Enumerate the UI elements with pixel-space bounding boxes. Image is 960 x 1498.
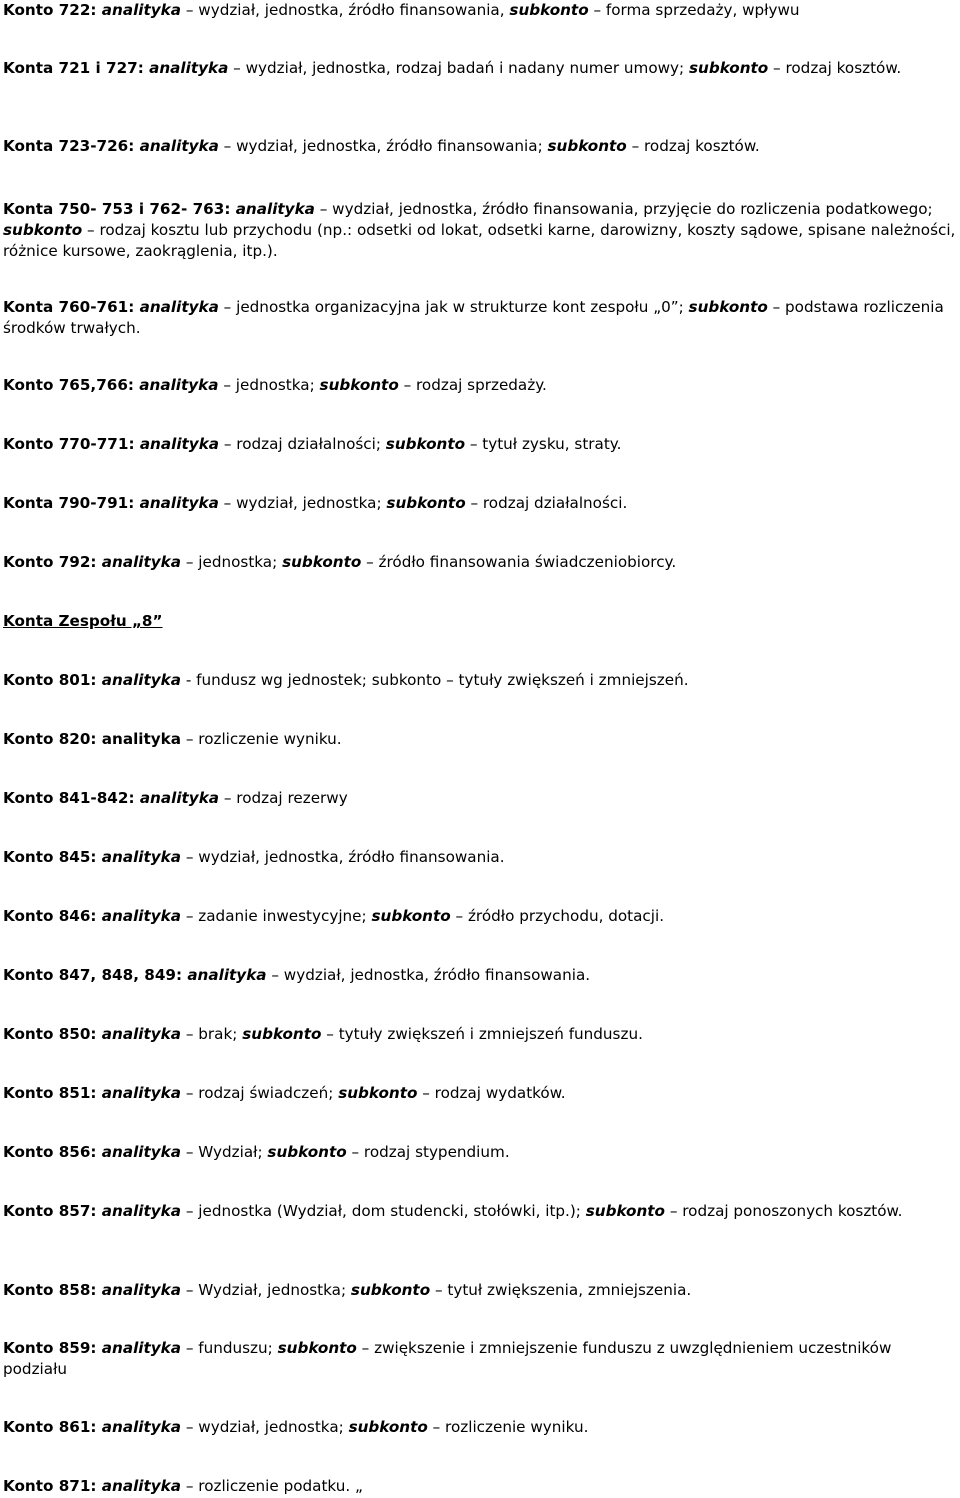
entry-label <box>102 553 181 571</box>
entry-text: – wydział, jednostka, źródło finansowania. <box>266 966 591 984</box>
account-entry <box>3 1476 957 1497</box>
entry-label <box>102 1202 181 1220</box>
entry-italic-term: subkonto <box>547 137 627 155</box>
entry-italic-term: analityka <box>101 1143 182 1161</box>
entry-italic-term: analityka <box>187 966 267 984</box>
entry-italic-term: subkonto <box>267 1143 347 1161</box>
entry-label <box>371 907 450 925</box>
entry-text: – wydział, jednostka; <box>181 1418 349 1436</box>
entry-italic-term: analityka <box>101 1084 182 1102</box>
entry-label: Konta 760-761: <box>3 298 140 316</box>
entry-text: – rodzaj działalności. <box>465 494 628 512</box>
account-entry <box>3 965 957 986</box>
entry-italic-term: analityka <box>101 671 182 689</box>
entry-italic-term: analityka <box>101 1477 182 1495</box>
entry-label <box>386 494 465 512</box>
entry-text: – jednostka; <box>218 376 320 394</box>
entry-label <box>242 1025 321 1043</box>
entry-italic-term: subkonto <box>386 494 466 512</box>
entry-label: Konto 841-842: <box>3 789 140 807</box>
entry-italic-term: subkonto <box>338 1084 418 1102</box>
entry-italic-term: subkonto <box>688 298 768 316</box>
entry-text: – rodzaj świadczeń; <box>181 1084 339 1102</box>
entry-label <box>349 1418 428 1436</box>
entry-text: – tytuł zysku, straty. <box>465 435 622 453</box>
entry-label: Konto 857: <box>3 1202 102 1220</box>
entry-label <box>102 907 181 925</box>
entry-text: – forma sprzedaży, wpływu <box>588 1 800 19</box>
entry-label: Konto 851: <box>3 1084 102 1102</box>
account-entry <box>3 552 957 573</box>
entry-italic-term: subkonto <box>350 1281 431 1299</box>
entry-text: – podstawa rozliczenia środków trwałych. <box>3 298 944 337</box>
entry-text: – tytuły zwiększeń i zmniejszeń funduszu. <box>321 1025 643 1043</box>
entry-text: – rodzaj wydatków. <box>417 1084 566 1102</box>
entry-label <box>689 59 768 77</box>
entry-label: Konto 845: <box>3 848 102 866</box>
entry-text: – zadanie inwestycyjne; <box>181 907 372 925</box>
entry-label <box>149 59 228 77</box>
entry-text: – jednostka organizacyjna jak w strukturze kont zespołu „0”; <box>218 298 689 316</box>
entry-label: Konto 850: <box>3 1025 102 1043</box>
entry-label <box>140 137 219 155</box>
entry-text: – brak; <box>181 1025 243 1043</box>
entry-label <box>140 298 219 316</box>
entry-label <box>548 137 627 155</box>
entry-label: Konto 871: <box>3 1477 102 1495</box>
entry-label <box>102 1025 181 1043</box>
entry-label <box>689 298 768 316</box>
entry-label <box>509 1 588 19</box>
entry-italic-term: analityka <box>139 435 220 453</box>
entry-label <box>267 1143 346 1161</box>
entry-italic-term: analityka <box>139 137 219 155</box>
entry-label <box>586 1202 665 1220</box>
entry-italic-term: analityka <box>101 1202 182 1220</box>
entry-label <box>278 1339 357 1357</box>
account-entry <box>3 493 957 514</box>
entry-text: – rozliczenie wyniku. <box>181 730 342 748</box>
entry-italic-term: analityka <box>101 1418 182 1436</box>
entry-label <box>320 376 399 394</box>
entry-italic-term: subkonto <box>319 376 399 394</box>
account-entry <box>3 1338 957 1380</box>
entry-text: – wydział, jednostka, źródło finansowania, przyjęcie do rozliczenia podatkowego; <box>314 200 933 218</box>
entry-label: Konto 820: analityka <box>3 730 182 748</box>
entry-label <box>102 1477 181 1495</box>
entry-text: – funduszu; <box>181 1339 278 1357</box>
entry-italic-term: analityka <box>149 59 229 77</box>
entry-italic-term: analityka <box>101 1025 182 1043</box>
entry-label <box>282 553 361 571</box>
entry-italic-term: subkonto <box>282 553 362 571</box>
entry-italic-term: analityka <box>235 200 315 218</box>
entry-italic-term: subkonto <box>371 907 451 925</box>
entry-text: – źródło przychodu, dotacji. <box>450 907 665 925</box>
entry-italic-term: subkonto <box>385 435 466 453</box>
account-entry <box>3 58 957 79</box>
entry-label: Konto 801: <box>3 671 102 689</box>
entry-italic-term: analityka <box>139 376 219 394</box>
entry-label <box>102 848 181 866</box>
entry-italic-term: subkonto <box>689 59 769 77</box>
entry-label: Konto 859: <box>3 1339 102 1357</box>
account-entry <box>3 1417 957 1438</box>
section-heading <box>3 611 957 632</box>
account-entry <box>3 1142 957 1163</box>
account-entry <box>3 297 957 339</box>
entry-text: – Wydział, jednostka; <box>181 1281 351 1299</box>
entry-label <box>140 789 219 807</box>
entry-italic-term: subkonto <box>277 1339 357 1357</box>
entry-label <box>102 671 181 689</box>
entry-text: – wydział, jednostka, źródło finansowania, <box>181 1 510 19</box>
account-entry <box>3 1201 957 1222</box>
entry-text: – rozliczenie wyniku. <box>427 1418 589 1436</box>
entry-label <box>351 1281 430 1299</box>
account-entry <box>3 1083 957 1104</box>
account-entry <box>3 1280 957 1301</box>
entry-label <box>139 376 218 394</box>
entry-text: – rodzaj ponoszonych kosztów. <box>665 1202 903 1220</box>
entry-label: Konto 858: <box>3 1281 102 1299</box>
entry-label: Konto 765,766: <box>3 376 140 394</box>
entry-italic-term: analityka <box>101 907 182 925</box>
entry-text: – rodzaj stypendium. <box>346 1143 510 1161</box>
account-entry <box>3 729 957 750</box>
entry-label: Konto 722: <box>3 1 102 19</box>
entry-label <box>102 1143 181 1161</box>
heading-text: Konta Zespołu „8” <box>3 612 163 630</box>
entry-text: – rodzaj rezerwy <box>219 789 348 807</box>
account-entry <box>3 1024 957 1045</box>
entry-italic-term: analityka <box>101 553 182 571</box>
entry-text: – wydział, jednostka, rodzaj badań i nadany numer umowy; <box>228 59 689 77</box>
entry-italic-term: subkonto <box>585 1202 665 1220</box>
entry-text: – jednostka; <box>181 553 283 571</box>
entry-text: – rodzaj kosztów. <box>768 59 902 77</box>
entry-label <box>187 966 266 984</box>
entry-italic-term: analityka <box>139 298 219 316</box>
entry-label <box>3 221 82 239</box>
entry-label: Konta 723-726: <box>3 137 140 155</box>
entry-label <box>236 200 315 218</box>
entry-label <box>102 1418 181 1436</box>
entry-label: Konta 790-791: <box>3 494 140 512</box>
entry-text: – wydział, jednostka, źródło finansowania; <box>218 137 548 155</box>
entry-label <box>102 1281 181 1299</box>
entry-italic-term: subkonto <box>242 1025 322 1043</box>
account-entry <box>3 136 957 157</box>
entry-label: Konto 770-771: <box>3 435 140 453</box>
entry-italic-term: analityka <box>139 494 219 512</box>
entry-label: Konta 750- 753 i 762- 763: <box>3 200 236 218</box>
entry-label: Konto 792: <box>3 553 102 571</box>
entry-text: – źródło finansowania świadczeniobiorcy. <box>361 553 677 571</box>
entry-label: Konto 847, 848, 849: <box>3 966 188 984</box>
entry-label: Konto 846: <box>3 907 102 925</box>
entry-text: – rodzaj kosztu lub przychodu (np.: odsetki od lokat, odsetki karne, darowizny, koszty sądowe, spisane należności, różnice kursowe, zaokrąglenia, itp.). <box>3 221 956 260</box>
account-entry <box>3 375 957 396</box>
entry-label <box>102 1339 181 1357</box>
entry-text: – rodzaj działalności; <box>219 435 386 453</box>
entry-label <box>102 1084 181 1102</box>
entry-italic-term: analityka <box>101 1 182 19</box>
entry-italic-term: analityka <box>101 1281 182 1299</box>
account-entry <box>3 0 957 21</box>
entry-text: - fundusz wg jednostek; subkonto – tytuły zwiększeń i zmniejszeń. <box>181 671 689 689</box>
account-entry <box>3 847 957 868</box>
entry-text: – rozliczenie podatku. „ <box>181 1477 363 1495</box>
account-entry <box>3 906 957 927</box>
entry-text: – wydział, jednostka; <box>218 494 387 512</box>
entry-text: – tytuł zwiększenia, zmniejszenia. <box>430 1281 692 1299</box>
entry-label <box>386 435 465 453</box>
entry-label <box>140 435 219 453</box>
entry-text: – zwiększenie i zmniejszenie funduszu z uwzględnieniem uczestników podziału <box>3 1339 892 1378</box>
entry-italic-term: analityka <box>101 848 182 866</box>
entry-label <box>338 1084 417 1102</box>
entry-text: – wydział, jednostka, źródło finansowania. <box>181 848 505 866</box>
entry-label <box>102 1 181 19</box>
account-entry <box>3 788 957 809</box>
entry-label <box>140 494 219 512</box>
entry-label: Konto 856: <box>3 1143 102 1161</box>
entry-text: – rodzaj kosztów. <box>626 137 760 155</box>
entry-label: Konto 861: <box>3 1418 102 1436</box>
account-entry <box>3 434 957 455</box>
entry-italic-term: analityka <box>139 789 220 807</box>
entry-text: – jednostka (Wydział, dom studencki, stołówki, itp.); <box>181 1202 586 1220</box>
entry-text: – rodzaj sprzedaży. <box>398 376 547 394</box>
entry-text: – Wydział; <box>181 1143 268 1161</box>
entry-italic-term: analityka <box>101 1339 182 1357</box>
entry-label: Konta 721 i 727: <box>3 59 150 77</box>
entry-italic-term: subkonto <box>509 1 589 19</box>
account-entry <box>3 199 957 262</box>
entry-italic-term: subkonto <box>348 1418 428 1436</box>
entry-italic-term: subkonto <box>3 221 83 239</box>
account-entry <box>3 670 957 691</box>
